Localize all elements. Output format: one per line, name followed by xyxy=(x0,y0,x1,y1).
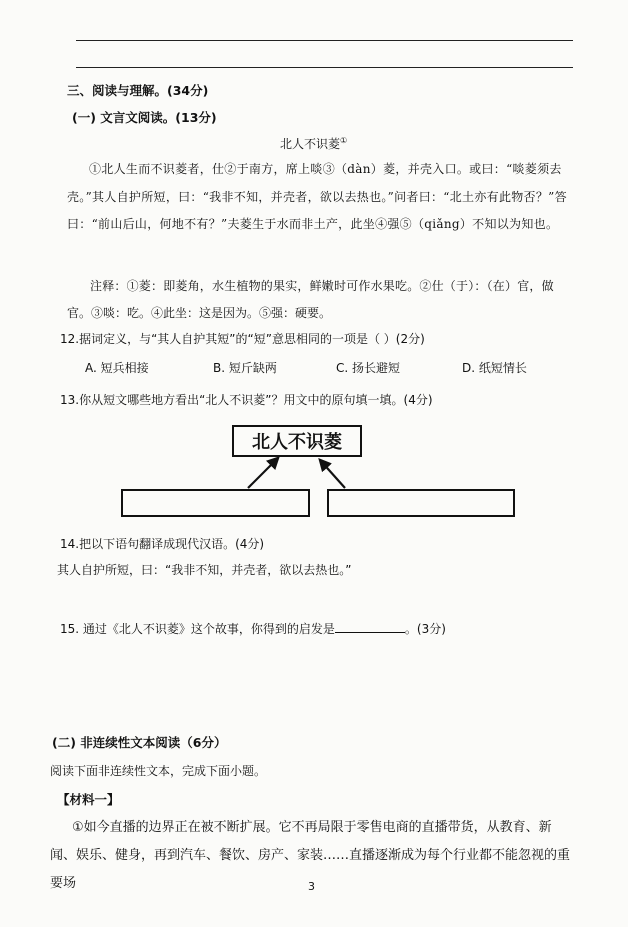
q12-option-d[interactable]: D. 纸短情长 xyxy=(462,361,527,375)
q15-answer-blank[interactable] xyxy=(335,620,405,633)
q12-stem: 12.据词定义，与“其人自护其短”的“短”意思相同的一项是（ ）(2分) xyxy=(60,332,425,346)
q12-option-c[interactable]: C. 扬长避短 xyxy=(336,361,401,375)
top-rule-2 xyxy=(76,67,573,68)
classical-passage: ①北人生而不识菱者，仕②于南方，席上啖③（dàn）菱，并壳入口。或曰：“啖菱须去壳。”其人自护所短，曰：“我非不知，并壳者，欲以去热也。”问者曰：“北土亦有此物否？”答曰：“前山后山，何地不有？”夫菱生于水而非土产，此坐④强⑤（qiǎng）不知以为知也。 xyxy=(67,162,567,231)
left-arrow xyxy=(248,458,278,488)
notes-line-2: 官。③啖：吃。④此坐：这是因为。⑤强：硬要。 xyxy=(67,306,332,320)
q12-option-a[interactable]: A. 短兵相接 xyxy=(85,361,149,375)
q15-stem xyxy=(60,620,446,637)
part1-heading: (一) 文言文阅读。(13分) xyxy=(72,110,217,125)
passage-title-mark: ① xyxy=(340,136,348,145)
passage-title-text: 北人不识菱 xyxy=(280,137,341,151)
part2-instruction: 阅读下面非连续性文本，完成下面小题。 xyxy=(50,764,267,778)
right-arrow xyxy=(320,460,345,488)
q13-answer-box-left[interactable] xyxy=(121,489,310,517)
q15-stem-before: 15. 通过《北人不识菱》这个故事，你得到的启发是 xyxy=(60,622,335,636)
q12-option-b[interactable]: B. 短斤缺两 xyxy=(213,361,277,375)
q13-title-box: 北人不识菱 xyxy=(232,425,362,457)
part2-heading: (二) 非连续性文本阅读（6分） xyxy=(52,735,227,750)
q15-stem-after: 。(3分) xyxy=(404,622,446,636)
q14-sentence: 其人自护所短，曰：“我非不知，并壳者，欲以去热也。” xyxy=(57,563,352,577)
section-heading: 三、阅读与理解。(34分) xyxy=(67,83,209,98)
top-rule-1 xyxy=(76,40,573,41)
material-label: 【材料一】 xyxy=(57,792,120,807)
notes-line-1: 注释：①菱：即菱角，水生植物的果实，鲜嫩时可作水果吃。②仕（于）：（在）官，做 xyxy=(90,279,554,293)
page-number: 3 xyxy=(308,880,315,893)
material-paragraph: ①如今直播的边界正在被不断扩展。它不再局限于零售电商的直播带货，从教育、新闻、娱乐、健身，再到汽车、餐饮、房产、家装……直播逐渐成为每个行业都不能忽视的重要场 xyxy=(50,820,571,891)
q13-stem: 13.你从短文哪些地方看出“北人不识菱”？用文中的原句填一填。(4分) xyxy=(60,393,433,407)
passage-title xyxy=(280,135,347,152)
q13-answer-box-right[interactable] xyxy=(327,489,515,517)
q14-stem: 14.把以下语句翻译成现代汉语。(4分) xyxy=(60,537,265,551)
